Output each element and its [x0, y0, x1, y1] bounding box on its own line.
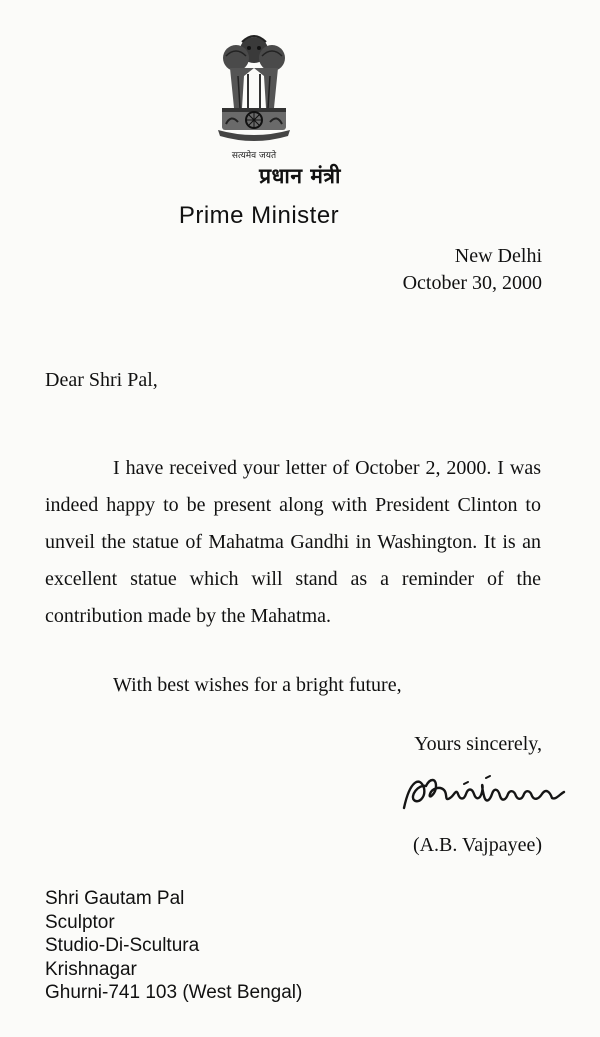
address-line: Krishnagar	[45, 958, 137, 980]
address-line: Shri Gautam Pal	[45, 888, 185, 909]
address-line: Ghurni-741 103 (West Bengal)	[45, 982, 303, 1003]
national-emblem-icon	[212, 28, 296, 166]
address-line: Studio-Di-Scultura	[45, 935, 200, 956]
salutation: Dear Shri Pal,	[45, 369, 158, 391]
closing: Yours sincerely,	[414, 733, 542, 755]
wishes-line: With best wishes for a bright future,	[113, 674, 402, 696]
body-paragraph: I have received your letter of October 2, 2000. I was indeed happy to be present along with President Clinton to unveil the statue of Mahatma Gandhi in Washington. It is an excellent statue which will stand as a reminder of the contribution made by the Mahatma.	[45, 457, 541, 627]
recipient-address	[45, 887, 302, 1005]
hindi-title: प्रधान मंत्री	[259, 164, 341, 188]
date: October 30, 2000	[402, 272, 542, 294]
english-title: Prime Minister	[178, 202, 340, 229]
place: New Delhi	[454, 245, 542, 267]
signer-name: (A.B. Vajpayee)	[412, 834, 542, 856]
address-line: Sculptor	[45, 911, 115, 933]
place-date-block	[403, 243, 542, 297]
signature	[400, 770, 568, 820]
emblem-motto: सत्यमेव जयते	[231, 151, 277, 161]
